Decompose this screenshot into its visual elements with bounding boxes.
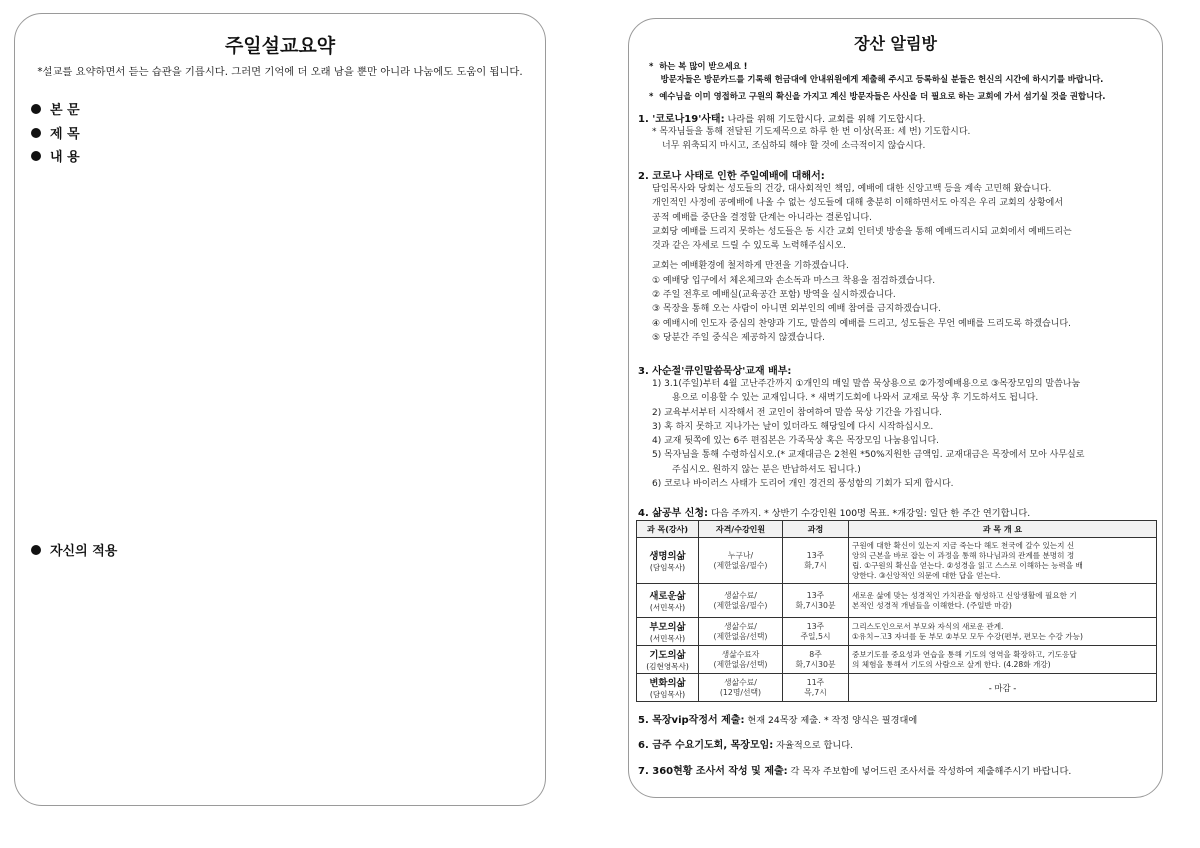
announcements-panel bbox=[628, 18, 1163, 798]
sermon-summary-title: 주일설교요약 bbox=[224, 35, 336, 57]
column-header: 과 목 개 요 bbox=[849, 521, 1157, 538]
section-sunday-worship: 2. 코로나 사태로 인한 주일예배에 대해서: 담임목사와 당회는 성도들의 건강, 대사회적인 책임, 예배에 대한 신앙고백 등을 계속 고민해 왔습니다. 개인적인 사정에 공예배에 나올 수 없는 성도들에 대해 충분히 이해하면서도 아직은 우리 교회의 상황에서 공적 예배를 중단을 결정할 단계는 아니라는 결론입니다. 교회당 예배를 드리지 못하는 성도들은 동 시간 교회 인터넷 방송을 통해 예배드리시되 교회에서 예배드리는 것과 같은 자세로 드릴 수 있도록 노력해주십시오. 교회는 예배환경에 철저하게 만전을 기하겠습니다. ① 예배당 입구에서 체온체크와 손소독과 마스크 착용을 점검하겠습니다. ② 주일 전후로 예배실(교육공간 포함) 방역을 실시하겠습니다. ③ 목장을 통해 오는 사람이 아니면 외부인의 예배 참여를 금지하겠습니다. ④ 예배시에 인도자 중심의 찬양과 기도, 말씀의 예배를 드리고, 성도들은 무언 예배를 드리도록 하겠습니다. ⑤ 당분간 주일 중식은 제공하지 않겠습니다. bbox=[638, 167, 1158, 345]
section-heading: 6. 금주 수요기도회, 목장모임: 자율적으로 합니다. bbox=[638, 740, 854, 751]
section-lent-material: 3. 사순절'큐인말씀묵상'교재 배부: 1) 3.1(주일)부터 4월 고난주간까지 ①개인의 매일 말씀 묵상용으로 ②가정예배용으로 ③목장모임의 말씀나눔 용으로 이용할 수 있는 교재입니다. * 새벽기도회에 나와서 교재로 묵상 후 기도하셔도 됩니다. 2) 교육부서부터 시작해서 전 교인이 참여하여 말씀 묵상 기간을 가집니다. 3) 혹 하지 못하고 지나가는 날이 있더라도 해당일에 다시 시작하십시오. 4) 교재 뒷쪽에 있는 6주 편집본은 가족묵상 혹은 목장모임 나눔용입니다. 5) 목자님을 통해 수령하십시오.(* 교재대금은 2천원 *50%지원한 금액임. 교재대금은 목장에서 모아 사무실로 주십시오. 원하지 않는 분은 반납하셔도 됩니다.) 6) 코로나 바이러스 사태가 도리어 개인 경건의 풍성함의 기회가 되게 합시다. bbox=[638, 362, 1158, 491]
announcements-title: 장산 알림방 bbox=[854, 34, 937, 53]
column-header: 자격/수강인원 bbox=[699, 521, 783, 538]
bullet-icon bbox=[31, 151, 41, 161]
section-wednesday-prayer bbox=[638, 736, 1158, 751]
section-heading: 5. 목장vip작정서 제출: 현재 24목장 제출. * 작정 양식은 필경대에 bbox=[638, 715, 918, 726]
section-heading: 4. 삶공부 신청: 다음 주까지. * 상반기 수강인원 100명 목표. *개강일: 일단 한 주간 연기합니다. bbox=[638, 508, 1031, 519]
section-survey-submission bbox=[638, 762, 1158, 777]
table-row: 부모의삶 (서민목사) 생삶수료/ (제한없음/선택) 13주 주일,5시 그리스도인으로서 부모와 자식의 새로운 관계. ①유치~고3 자녀를 둔 부모 ②부모 모두 수강(편부, 편모는 수강 가능) bbox=[637, 618, 1157, 646]
section-heading: 7. 360현황 조사서 작성 및 제출: 각 목자 주보함에 넣어드린 조사서를 작성하여 제출해주시기 바랍니다. bbox=[638, 766, 1072, 777]
table-row: 새로운삶 (서민목사) 생삶수료/ (제한없음/필수) 13주 화,7시30분 새로운 삶에 맞는 성경적인 가치관을 형성하고 신앙생활에 필요한 기 본적인 성경적 개념들을 이해한다. (주일반 마감) bbox=[637, 584, 1157, 618]
table-row: 기도의삶 (김현영목사) 생삶수료자 (제한없음/선택) 8주 화,7시30분 중보기도를 중요성과 연습을 통해 기도의 영역을 확장하고, 기도응답 의 체험을 통해서 기도의 사람으로 살게 한다. (4.28화 개강) bbox=[637, 646, 1157, 674]
section-corona-prayer: 1. '코로나19'사태: 나라를 위해 기도합시다. 교회를 위해 기도합시다. * 목자님들을 통해 전달된 기도제목으로 하루 한 번 이상(목표: 세 번) 기도합시다. 너무 위축되지 마시고, 조심하되 해야 할 것에 소극적이지 않습시다. bbox=[638, 110, 1158, 154]
column-header: 과정 bbox=[783, 521, 849, 538]
section-heading: 1. '코로나19'사태: 나라를 위해 기도합시다. 교회를 위해 기도합시다. bbox=[638, 114, 926, 125]
sermon-summary-subtitle: *설교를 요약하면서 듣는 습관을 기릅시다. 그러면 기억에 더 오래 남을 뿐만 아니라 나눔에도 도움이 됩니다. bbox=[37, 66, 523, 78]
notice-2: 방문자들은 방문카드를 기록해 헌금대에 안내위원에게 제출해 주시고 등록하실 분들은 헌신의 시간에 하시기를 바랍니다. bbox=[649, 74, 1104, 84]
bullet-icon bbox=[31, 128, 41, 138]
item-title: 제 목 bbox=[31, 123, 80, 142]
notice-1: * 하는 복 많이 받으세요 ! bbox=[649, 61, 748, 71]
table-header-row bbox=[637, 521, 1157, 538]
course-table bbox=[636, 520, 1157, 702]
item-application: 자신의 적용 bbox=[31, 540, 117, 559]
sermon-summary-panel bbox=[14, 13, 546, 806]
section-vip-pledge bbox=[638, 711, 1158, 726]
section-heading: 2. 코로나 사태로 인한 주일예배에 대해서: bbox=[638, 171, 825, 182]
bullet-icon bbox=[31, 104, 41, 114]
section-life-study bbox=[638, 504, 1158, 519]
bullet-icon bbox=[31, 545, 41, 555]
item-content: 내 용 bbox=[31, 146, 80, 165]
notice-3: * 예수님을 이미 영접하고 구원의 확신을 가지고 계신 방문자들은 사신을 더 필요로 하는 교회에 가서 섬기실 것을 권합니다. bbox=[649, 91, 1106, 101]
table-row: 변화의삶 (담임목사) 생삶수료/ (12명/선택) 11주 목,7시 - 마감 - bbox=[637, 674, 1157, 702]
item-scripture: 본 문 bbox=[31, 99, 80, 118]
column-header: 과 목(강사) bbox=[637, 521, 699, 538]
section-heading: 3. 사순절'큐인말씀묵상'교재 배부: bbox=[638, 366, 792, 377]
table-row: 생명의삶 (담임목사) 누구나/ (제한없음/필수) 13주 화,7시 구원에 대한 확신이 있는지 지금 죽는다 해도 천국에 갈수 있는지 신 앙의 근본을 바로 잡는 이 과정을 통해 하나님과의 관계를 분명히 정 립. ①구원의 확신을 얻는다. ②성경을 읽고 스스로 이해하는 능력을 배 양한다. ③신앙적인 의문에 대한 답을 얻는다. bbox=[637, 538, 1157, 584]
